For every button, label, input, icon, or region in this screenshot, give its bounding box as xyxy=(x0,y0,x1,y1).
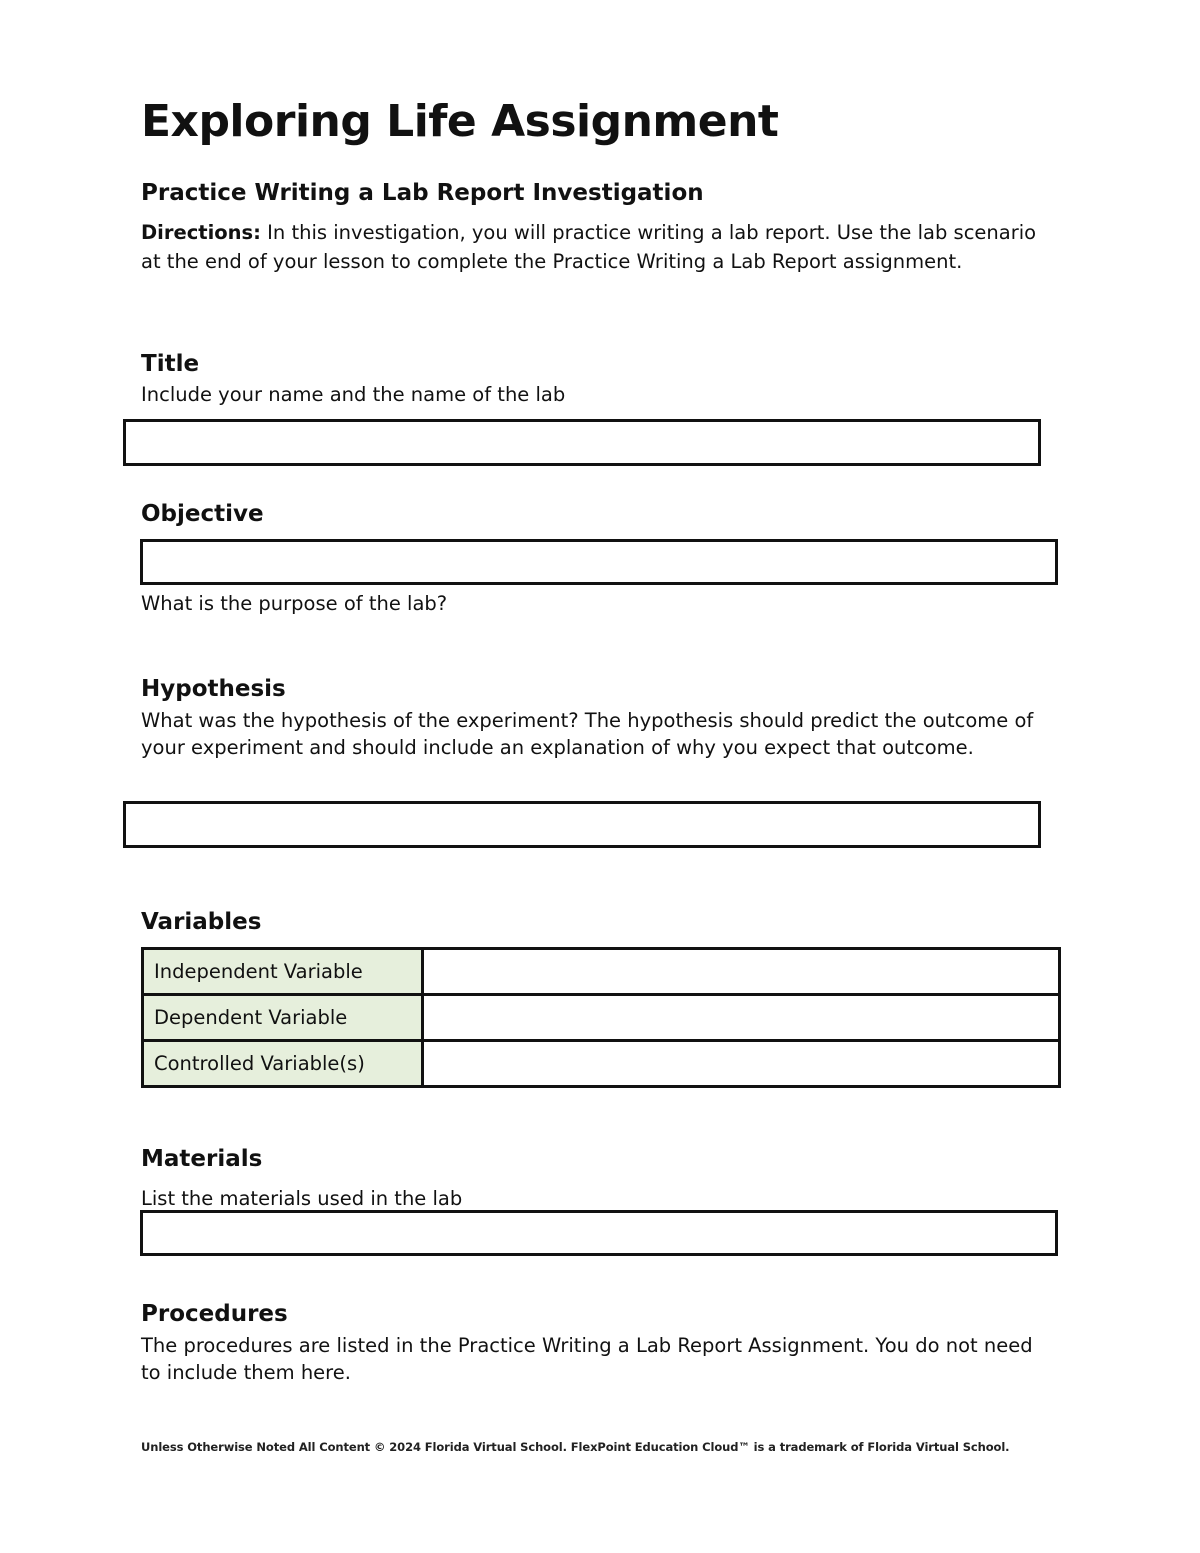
table-row xyxy=(143,995,1060,1041)
directions-text: In this investigation, you will practice writing a lab report. Use the lab scenario at the end of your lesson to complete the Practice Writing a Lab Report assignment. xyxy=(141,221,1037,273)
hypothesis-heading: Hypothesis xyxy=(141,676,286,702)
dependent-variable-label: Dependent Variable xyxy=(143,995,423,1041)
dependent-variable-input[interactable] xyxy=(423,995,1060,1041)
table-row xyxy=(143,949,1060,995)
directions-label: Directions: xyxy=(141,221,261,244)
directions xyxy=(141,219,1041,276)
title-hint: Include your name and the name of the lab xyxy=(141,383,566,406)
materials-hint: List the materials used in the lab xyxy=(141,1187,463,1210)
materials-heading: Materials xyxy=(141,1146,263,1172)
variables-heading: Variables xyxy=(141,909,262,935)
procedures-text: The procedures are listed in the Practice Writing a Lab Report Assignment. You do not need to include them here. xyxy=(141,1334,1033,1384)
controlled-variables-label: Controlled Variable(s) xyxy=(143,1041,423,1087)
objective-hint: What is the purpose of the lab? xyxy=(141,592,448,615)
procedures-heading: Procedures xyxy=(141,1301,288,1327)
title-answer-box[interactable] xyxy=(123,419,1041,466)
independent-variable-label: Independent Variable xyxy=(143,949,423,995)
table-row xyxy=(143,1041,1060,1087)
document-title: Exploring Life Assignment xyxy=(141,96,779,147)
hypothesis-answer-box[interactable] xyxy=(123,801,1041,848)
hypothesis-hint: What was the hypothesis of the experiment? The hypothesis should predict the outcome of your experiment and should include an explanation of why you expect that outcome. xyxy=(141,709,1034,759)
controlled-variables-input[interactable] xyxy=(423,1041,1060,1087)
title-heading: Title xyxy=(141,351,200,377)
objective-heading: Objective xyxy=(141,501,264,527)
document-subtitle: Practice Writing a Lab Report Investigation xyxy=(141,180,704,206)
variables-table xyxy=(141,947,1061,1088)
objective-answer-box[interactable] xyxy=(140,539,1058,585)
copyright-footer: Unless Otherwise Noted All Content © 2024 Florida Virtual School. FlexPoint Education Cloud™ is a trademark of Florida Virtual School. xyxy=(141,1440,1010,1454)
materials-answer-box[interactable] xyxy=(140,1210,1058,1256)
independent-variable-input[interactable] xyxy=(423,949,1060,995)
